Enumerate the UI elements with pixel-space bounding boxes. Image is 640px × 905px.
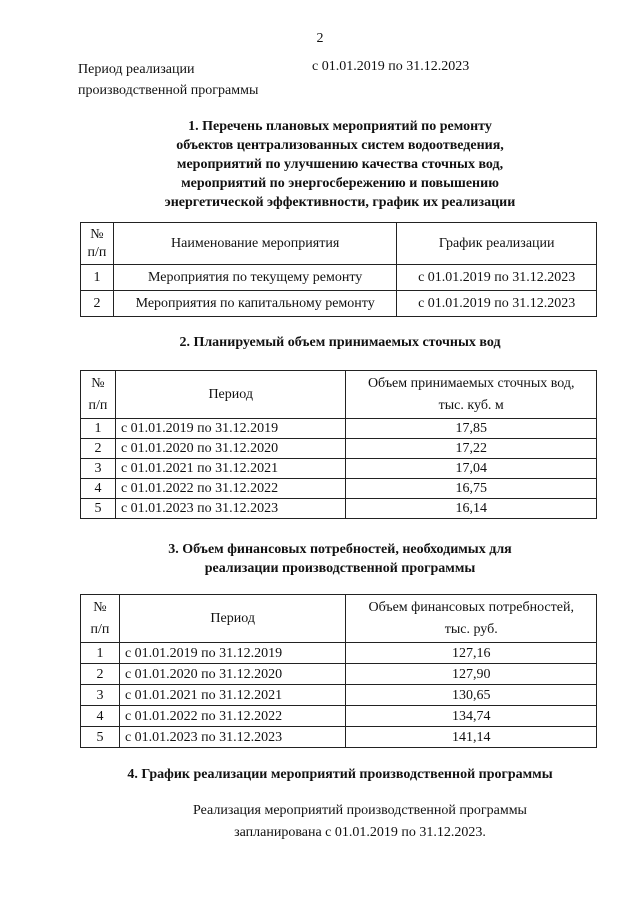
header-num	[81, 223, 114, 265]
table-header-row	[81, 371, 597, 419]
header-num-line1: №	[93, 599, 107, 615]
section3-title	[60, 540, 620, 578]
header-value-line1: Объем принимаемых сточных вод,	[367, 375, 575, 391]
row-period: с 01.01.2022 по 31.12.2022	[119, 706, 346, 727]
header-num	[81, 595, 120, 643]
row-name: Мероприятия по текущему ремонту	[113, 265, 396, 291]
measures-table	[80, 222, 597, 317]
header-value-line1: Объем финансовых потребностей,	[368, 599, 574, 615]
row-period: с 01.01.2023 по 31.12.2023	[115, 499, 346, 519]
table-row	[81, 265, 597, 291]
row-num: 1	[81, 419, 116, 439]
row-schedule: с 01.01.2019 по 31.12.2023	[397, 265, 597, 291]
row-period: с 01.01.2022 по 31.12.2022	[115, 479, 346, 499]
header-value	[346, 371, 597, 419]
header-num	[81, 371, 116, 419]
row-schedule: с 01.01.2019 по 31.12.2023	[397, 291, 597, 317]
section1-title-line: объектов централизованных систем водоотведения,	[176, 138, 504, 153]
row-value: 16,14	[346, 499, 597, 519]
period-label	[78, 59, 308, 101]
row-period: с 01.01.2019 по 31.12.2019	[115, 419, 346, 439]
table-row	[81, 664, 597, 685]
period-label-line1: Период реализации	[78, 62, 195, 77]
section4-title: 4. График реализации мероприятий производственной программы	[127, 767, 553, 782]
section1-title-line: энергетической эффективности, график их реализации	[164, 195, 516, 210]
row-value: 130,65	[346, 685, 597, 706]
row-num: 4	[81, 479, 116, 499]
row-num: 2	[81, 439, 116, 459]
period-value: с 01.01.2019 по 31.12.2023	[312, 59, 470, 74]
row-value: 17,22	[346, 439, 597, 459]
header-num-line2: п/п	[88, 397, 108, 413]
row-num: 2	[81, 664, 120, 685]
row-period: с 01.01.2019 по 31.12.2019	[119, 643, 346, 664]
section3-title-line: 3. Объем финансовых потребностей, необходимых для	[168, 542, 512, 557]
period-label-line2: производственной программы	[78, 83, 259, 98]
row-value: 141,14	[346, 727, 597, 748]
row-num: 2	[81, 291, 114, 317]
row-num: 1	[81, 265, 114, 291]
financial-needs-table	[80, 594, 597, 748]
row-period: с 01.01.2020 по 31.12.2020	[119, 664, 346, 685]
table-row	[81, 727, 597, 748]
section2-title: 2. Планируемый объем принимаемых сточных вод	[179, 335, 501, 350]
table-row	[81, 643, 597, 664]
section1-title-line: 1. Перечень плановых мероприятий по ремонту	[188, 119, 492, 134]
header-num-line2: п/п	[90, 621, 110, 637]
table-row	[81, 706, 597, 727]
row-period: с 01.01.2020 по 31.12.2020	[115, 439, 346, 459]
row-value: 17,04	[346, 459, 597, 479]
header-num-line1: №	[91, 375, 105, 391]
table-row	[81, 685, 597, 706]
table-header-row	[81, 223, 597, 265]
section4-text-line1: Реализация мероприятий производственной программы	[193, 803, 527, 818]
table-row	[81, 291, 597, 317]
row-value: 134,74	[346, 706, 597, 727]
header-period: Период	[119, 595, 346, 643]
header-value-line2: тыс. руб.	[444, 621, 498, 637]
row-period: с 01.01.2021 по 31.12.2021	[115, 459, 346, 479]
section4-text-line2: запланирована с 01.01.2019 по 31.12.2023.	[234, 825, 486, 840]
row-period: с 01.01.2021 по 31.12.2021	[119, 685, 346, 706]
header-num-line2: п/п	[87, 244, 107, 260]
row-period: с 01.01.2023 по 31.12.2023	[119, 727, 346, 748]
section1-title	[60, 117, 620, 212]
section1-title-line: мероприятий по энергосбережению и повышению	[181, 176, 499, 191]
table-header-row	[81, 595, 597, 643]
header-num-line1: №	[90, 226, 104, 242]
table-row	[81, 439, 597, 459]
section4-text	[60, 800, 640, 844]
row-name: Мероприятия по капитальному ремонту	[113, 291, 396, 317]
header-value-line2: тыс. куб. м	[438, 397, 504, 413]
header-name: Наименование мероприятия	[113, 223, 396, 265]
section3-title-line: реализации производственной программы	[204, 561, 476, 576]
row-num: 3	[81, 685, 120, 706]
row-value: 127,90	[346, 664, 597, 685]
table-row	[81, 459, 597, 479]
row-value: 17,85	[346, 419, 597, 439]
wastewater-volume-table	[80, 370, 597, 519]
header-schedule: График реализации	[397, 223, 597, 265]
row-num: 1	[81, 643, 120, 664]
row-num: 5	[81, 727, 120, 748]
header-value	[346, 595, 597, 643]
row-value: 16,75	[346, 479, 597, 499]
section1-title-line: мероприятий по улучшению качества сточных вод,	[176, 157, 504, 172]
row-value: 127,16	[346, 643, 597, 664]
header-period: Период	[115, 371, 346, 419]
table-row	[81, 419, 597, 439]
row-num: 5	[81, 499, 116, 519]
table-row	[81, 499, 597, 519]
row-num: 3	[81, 459, 116, 479]
page-number: 2	[316, 31, 324, 46]
table-row	[81, 479, 597, 499]
row-num: 4	[81, 706, 120, 727]
